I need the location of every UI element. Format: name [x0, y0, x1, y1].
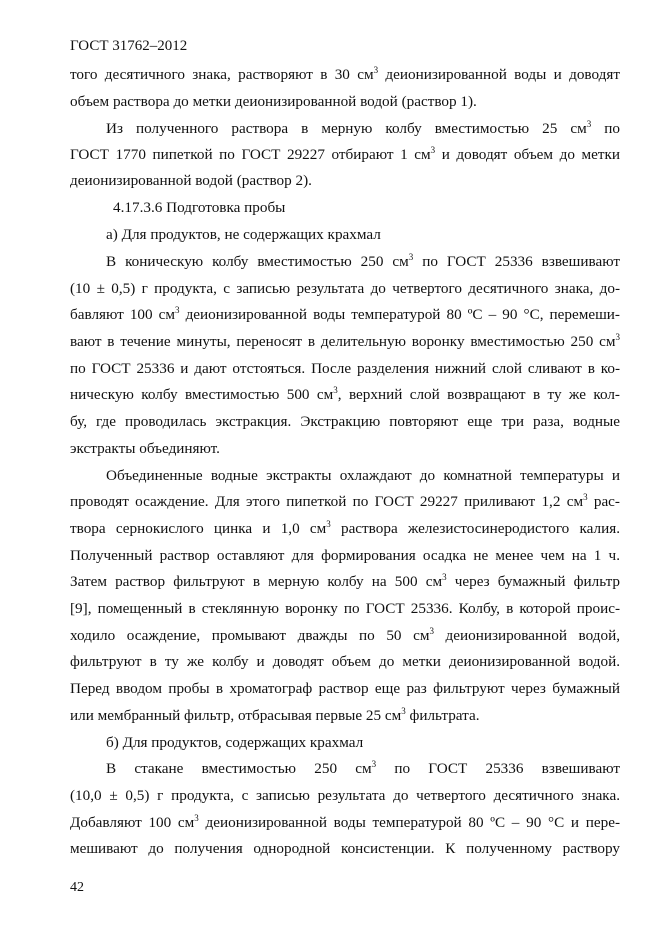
superscript: 3: [408, 252, 414, 262]
text-line: Перед вводом пробы в хроматограф раствор еще раз фильтруют через бумажный: [70, 680, 620, 697]
text-line: [9], помещенный в стеклянную воронку по ГОСТ 25336. Колбу, в которой проис-: [70, 600, 620, 617]
superscript: 3: [401, 706, 406, 716]
superscript: 3: [586, 119, 592, 129]
superscript: 3: [333, 385, 338, 395]
text-line: В стакане вместимостью 250 $см^3$ по ГОСТ 25336 взвешивают: [106, 759, 620, 777]
text-line: Добавляют 100 $см^3$ деионизированной воды температурой 80 ºС – 90 °С и пере-: [70, 813, 621, 831]
text-line: Затем раствор фильтруют в мерную колбу на 500 $см^3$ через бумажный фильтр: [70, 572, 620, 590]
text-line: экстракты объединяют.: [70, 440, 220, 457]
text-line: ходило осаждение, промывают дважды по 50 $см^3$ деионизированной водой,: [70, 626, 620, 644]
text-line: фильтруют в ту же колбу и доводят объем до метки деионизированной водой.: [70, 653, 620, 670]
text-line: Из полученного раствора в мерную колбу вместимостью 25 $см^3$ по: [106, 119, 620, 137]
text-line: деионизированной водой (раствор 2).: [70, 172, 312, 189]
text-line: бу, где проводилась экстракция. Экстракцию повторяют еще три раза, водные: [70, 413, 620, 430]
text-line: (10,0 ± 0,5) г продукта, с записью результата до четвертого десятичного знака.: [70, 787, 620, 804]
text-line: бавляют 100 $см^3$ деионизированной воды температурой 80 ºС – 90 °С, перемеши-: [70, 305, 620, 323]
superscript: 3: [615, 332, 620, 342]
text-line: (10 ± 0,5) г продукта, с записью результата до четвертого десятичного знака, до-: [70, 280, 620, 297]
superscript: 3: [429, 626, 434, 636]
document-header: ГОСТ 31762–2012: [70, 38, 188, 54]
text-line: вают в течение минуты, переносят в делительную воронку вместимостью 250 $см^3$: [70, 332, 620, 350]
superscript: 3: [194, 813, 199, 823]
text-line: ническую колбу вместимостью 500 $см^3$, верхний слой возвращают в ту же кол-: [70, 385, 620, 403]
superscript: 3: [371, 759, 377, 769]
text-line: объем раствора до метки деионизированной водой (раствор 1).: [70, 93, 477, 110]
text-line: проводят осаждение. Для этого пипеткой по ГОСТ 29227 приливают 1,2 $см^3$ рас-: [70, 492, 620, 510]
page-number: 42: [70, 880, 84, 895]
text-line: ГОСТ 1770 пипеткой по ГОСТ 29227 отбирают 1 $см^3$ и доводят объем до метки: [70, 145, 620, 163]
superscript: 3: [430, 145, 436, 155]
superscript: 3: [175, 305, 180, 315]
superscript: 3: [583, 492, 588, 502]
subsection-heading: а) Для продуктов, не содержащих крахмал: [106, 226, 381, 243]
text-line: В коническую колбу вместимостью 250 $см^3$ по ГОСТ 25336 взвешивают: [106, 252, 620, 270]
superscript: 3: [326, 519, 331, 529]
text-line: по ГОСТ 25336 и дают отстояться. После разделения нижний слой сливают в ко-: [70, 360, 620, 377]
superscript: 3: [442, 572, 447, 582]
superscript: 3: [373, 65, 379, 75]
text-line: Объединенные водные экстракты охлаждают до комнатной температуры и: [106, 467, 620, 484]
text-line: или мембранный фильтр, отбрасывая первые 25 $см^3$ фильтрата.: [70, 706, 480, 724]
text-line: твора сернокислого цинка и 1,0 $см^3$ раствора железистосинеродистого калия.: [70, 519, 620, 537]
text-line: того десятичного знака, растворяют в 30 $см^3$ деионизированной воды и доводят: [70, 65, 621, 83]
subsection-heading: б) Для продуктов, содержащих крахмал: [106, 734, 364, 751]
text-line: мешивают до получения однородной консистенции. К полученному раствору: [70, 840, 620, 857]
section-heading: 4.17.3.6 Подготовка пробы: [113, 199, 286, 216]
text-line: Полученный раствор оставляют для формирования осадка не менее чем на 1 ч.: [70, 547, 620, 564]
